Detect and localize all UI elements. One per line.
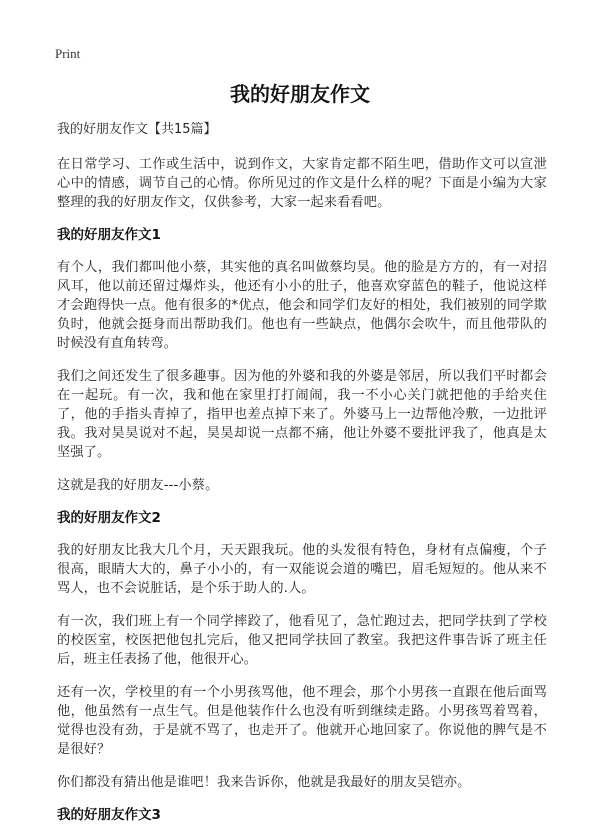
section-2-paragraph-2: 有一次，我们班上有一个同学摔跤了，他看见了，急忙跑过去，把同学扶到了学校的校医室，校医把他包扎完后，他又把同学扶回了教室。我把这件事告诉了班主任后，班主任表扬了他，他很开心。 xyxy=(57,614,547,667)
document-subtitle: 我的好朋友作文【共15篇】 xyxy=(57,122,217,137)
print-label[interactable]: Print xyxy=(55,46,81,61)
section-1-paragraph-2: 我们之间还发生了很多趣事。因为他的外婆和我的外婆是邻居，所以我们平时都会在一起玩。有一次，我和他在家里打打闹闹，我一不小心关门就把他的手给夹住了，他的手指头青掉了，指甲也差点掉下来了。外婆马上一边帮他冷敷，一边批评我。我对昊昊说对不起，昊昊却说一点都不痛，他让外婆不要批评我了，他真是太坚强了。 xyxy=(57,369,547,460)
section-heading-1: 我的好朋友作文1 xyxy=(57,227,161,243)
section-heading-3: 我的好朋友作文3 xyxy=(57,807,161,823)
section-heading-2: 我的好朋友作文2 xyxy=(57,510,161,526)
section-2-paragraph-1: 我的好朋友比我大几个月，天天跟我玩。他的头发很有特色，身材有点偏瘦，个子很高，眼睛大大的，鼻子小小的，有一双能说会道的嘴巴，眉毛短短的。他从来不骂人，也不会说脏话，是个乐于助人的.人。 xyxy=(57,543,547,596)
section-2-paragraph-4: 你们都没有猜出他是谁吧！我来告诉你，他就是我最好的朋友吴铠亦。 xyxy=(57,775,471,790)
page-title: 我的好朋友作文 xyxy=(230,82,370,106)
section-1-paragraph-3: 这就是我的好朋友---小蔡。 xyxy=(57,478,219,493)
document-body xyxy=(57,120,547,828)
section-1-paragraph-1: 有个人，我们都叫他小蔡，其实他的真名叫做蔡均昊。他的脸是方方的，有一对招风耳，他以前还留过爆炸头，他还有小小的肚子，他喜欢穿蓝色的鞋子，他说这样才会跑得快一点。他有很多的*优点，他会和同学们友好的相处，我们被别的同学欺负时，他就会挺身而出帮助我们。他也有一些缺点，他偶尔会吹牛，而且他带队的时候没有直角转弯。 xyxy=(57,260,547,351)
section-2-paragraph-3: 还有一次，学校里的有一个小男孩骂他，他不理会，那个小男孩一直跟在他后面骂他，他虽然有一点生气。但是他装作什么也没有听到继续走路。小男孩骂着骂着，觉得也没有劲，于是就不骂了，也走开了。他就开心地回家了。你说他的脾气是不是很好？ xyxy=(57,685,547,757)
intro-paragraph: 在日常学习、工作或生活中，说到作文，大家肯定都不陌生吧，借助作文可以宣泄心中的情感，调节自己的心情。你所见过的作文是什么样的呢？下面是小编为大家整理的我的好朋友作文，仅供参考，大家一起来看看吧。 xyxy=(57,157,547,210)
